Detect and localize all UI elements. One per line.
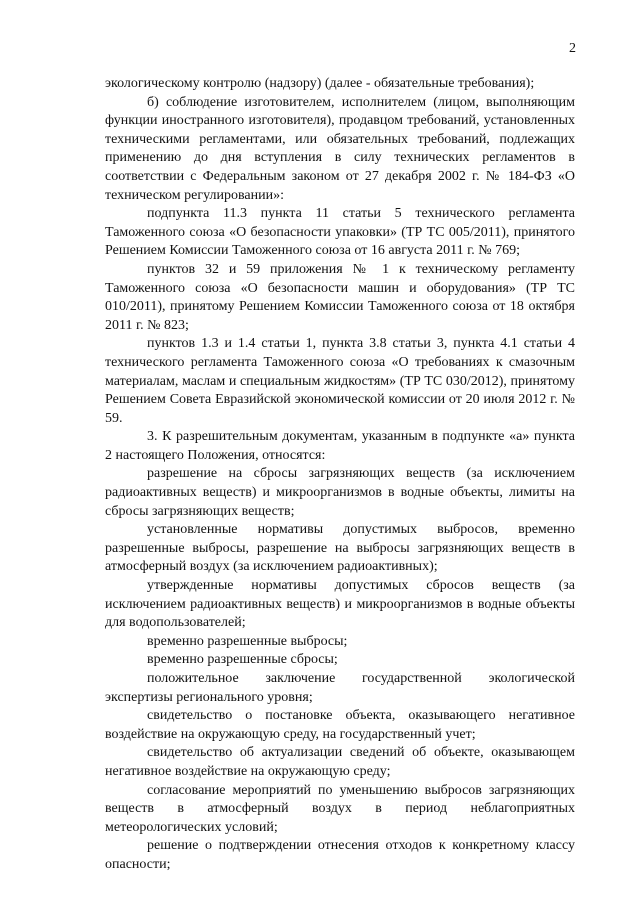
- document-body: [105, 75, 575, 875]
- paragraph-tr-ts-030: пунктов 1.3 и 1.4 статьи 1, пункта 3.8 статьи 3, пункта 4.1 статьи 4 технического регламента Таможенного союза «О требованиях к смазочным материалам, маслам и специальным жидкостям» (ТР ТС 030/2012), принятому Решением Совета Евразийской экономической комиссии от 20 июля 2012 г. № 59.: [105, 336, 575, 426]
- paragraph-item-b: б) соблюдение изготовителем, исполнителем (лицом, выполняющим функции иностранного изготовителя), продавцом требований, установленных техническими регламентами, или обязательных требований, подлежащих применению до дня вступления в силу технических регламентов в соответствии с Федеральным законом от 27 декабря 2002 г. № 184-ФЗ «О техническом регулировании»:: [105, 94, 575, 203]
- paragraph-update-certificate: свидетельство об актуализации сведений об объекте, оказывающем негативное воздействие на окружающую среду;: [105, 745, 575, 779]
- paragraph-section-3: 3. К разрешительным документам, указанным в подпункте «а» пункта 2 настоящего Положения, относятся:: [105, 429, 575, 463]
- page-number: 2: [569, 41, 576, 56]
- paragraph-expert-conclusion: положительное заключение государственной экологической экспертизы регионального уровня;: [105, 671, 575, 705]
- paragraph-tr-ts-010: пунктов 32 и 59 приложения № 1 к техническому регламенту Таможенного союза «О безопасности машин и оборудования» (ТР ТС 010/2011), принятому Решением Комиссии Таможенного союза от 18 октября 2011 г. № 823;: [105, 261, 575, 333]
- paragraph-weather-measures: согласование мероприятий по уменьшению выбросов загрязняющих веществ в атмосферный воздух в период неблагоприятных метеорологических условий;: [105, 782, 575, 835]
- paragraph-temporary-discharges: временно разрешенные сбросы;: [147, 652, 338, 668]
- paragraph-discharge-standards: утвержденные нормативы допустимых сбросов веществ (за исключением радиоактивных веществ) и микроорганизмов в водные объекты для водопользователей;: [105, 578, 575, 631]
- paragraph-continuation: экологическому контролю (надзору) (далее - обязательные требования);: [105, 76, 535, 91]
- paragraph-waste-class: решение о подтверждении отнесения отходов к конкретному классу опасности;: [105, 838, 575, 872]
- paragraph-emission-standards: установленные нормативы допустимых выбросов, временно разрешенные выбросы, разрешение на выбросы загрязняющих веществ в атмосферный воздух (за исключением радиоактивных);: [105, 522, 575, 575]
- paragraph-temporary-emissions: временно разрешенные выбросы;: [147, 633, 348, 649]
- paragraph-discharge-permit: разрешение на сбросы загрязняющих веществ (за исключением радиоактивных веществ) и микроорганизмов в водные объекты, лимиты на сбросы загрязняющих веществ;: [105, 466, 575, 519]
- paragraph-registration-certificate: свидетельство о постановке объекта, оказывающего негативное воздействие на окружающую среду, на государственный учет;: [105, 708, 575, 742]
- paragraph-tr-ts-005: подпункта 11.3 пункта 11 статьи 5 технического регламента Таможенного союза «О безопасности упаковки» (ТР ТС 005/2011), принятого Решением Комиссии Таможенного союза от 16 августа 2011 г. № 769;: [105, 206, 575, 259]
